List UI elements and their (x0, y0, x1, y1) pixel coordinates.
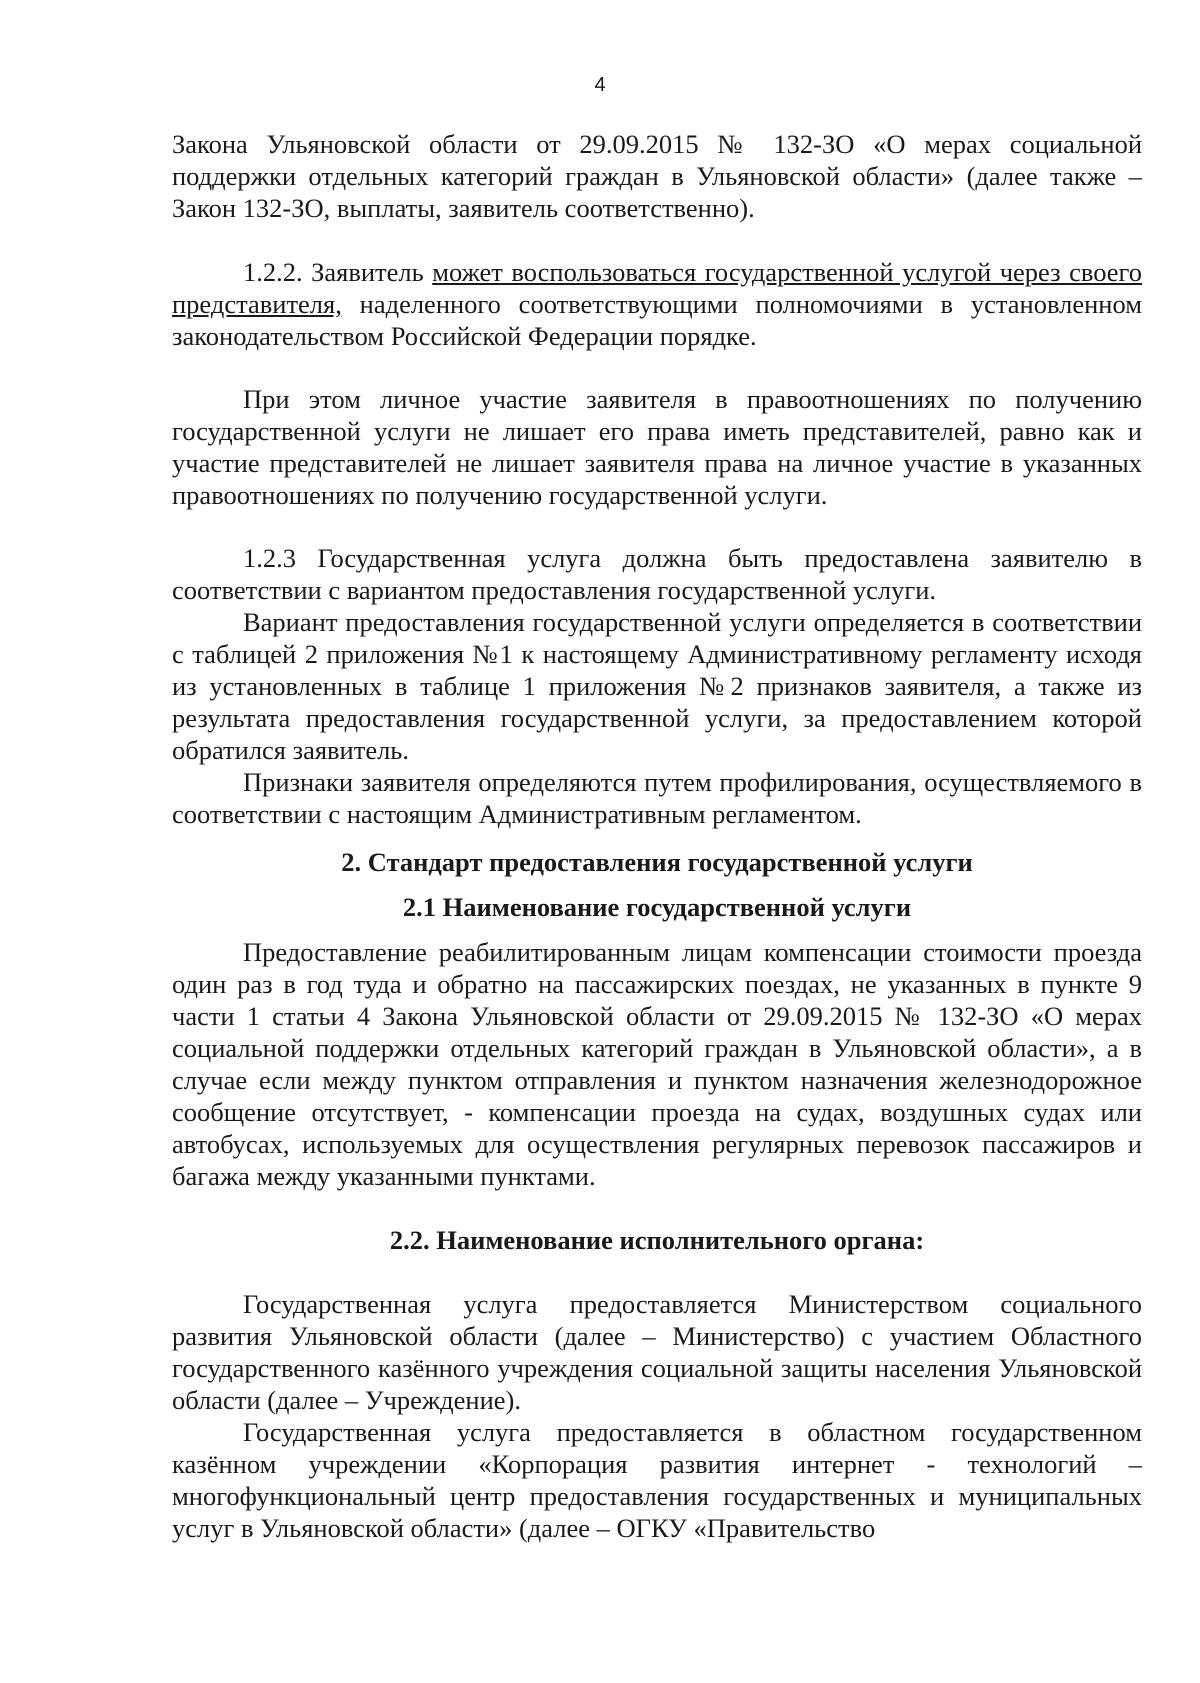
page-number: 4 (594, 74, 606, 96)
document-body (172, 128, 1142, 1544)
paragraph-service-name: Предоставление реабилитированным лицам компенсации стоимости проезда один раз в год туда и обратно на пассажирских поездах, не указанных в пункте 9 части 1 статьи 4 Закона Ульяновской области от 29.09.2015 № 132-ЗО «О мерах социальной поддержки отдельных категорий граждан в Ульяновской области», а в случае если между пунктом отправления и пунктом назначения железнодорожное сообщение отсутствует, - компенсации проезда на судах, воздушных судах или автобусах, используемых для осуществления регулярных перевозок пассажиров и багажа между указанными пунктами. (172, 937, 1142, 1191)
underlined-text: может воспользоваться государственной услугой через своего представителя, (172, 257, 1143, 319)
paragraph-1-2-2 (172, 256, 1142, 352)
paragraph-mfc: Государственная услуга предоставляется в областном государственном казённом учреждении «Корпорация развития интернет - технологий – многофункциональный центр предоставления государственных и муниципальных услуг в Ульяновской области» (далее – ОГКУ «Правительство (172, 1417, 1142, 1543)
paragraph-applicant-features: Признаки заявителя определяются путем профилирования, осуществляемого в соответствии с настоящим Административным регламентом. (172, 767, 1142, 829)
subsection-heading-2-2: 2.2. Наименование исполнительного органа: (389, 1225, 925, 1255)
paragraph-service-variant: Вариант предоставления государственной услуги определяется в соответствии с таблицей 2 приложения №1 к настоящему Административному регламенту исходя из установленных в таблице 1 приложения №2 признаков заявителя, а также из результата предоставления государственной услуги, за предоставлением которой обратился заявитель. (172, 607, 1142, 765)
clause-number-text: 1.2.2. Заявитель (243, 257, 433, 287)
paragraph-executive-body: Государственная услуга предоставляется Министерством социального развития Ульяновской области (далее – Министерство) с участием Областного государственного казённого учреждения социальной защиты населения Ульяновской области (далее – Учреждение). (172, 1289, 1142, 1415)
clause-tail-text: наделенного соответствующими полномочиями в установленном законодательством Российской Федерации порядке. (172, 289, 1142, 351)
paragraph-1-2-3: 1.2.3 Государственная услуга должна быть предоставлена заявителю в соответствии с вариантом предоставления государственной услуги. (172, 543, 1142, 605)
section-heading-2: 2. Стандарт предоставления государственной услуги (341, 847, 973, 877)
subsection-heading-2-1: 2.1 Наименование государственной услуги (402, 892, 912, 922)
paragraph-personal-participation: При этом личное участие заявителя в правоотношениях по получению государственной услуги не лишает его права иметь представителей, равно как и участие представителей не лишает заявителя права на личное участие в указанных правоотношениях по получению государственной услуги. (172, 384, 1142, 510)
paragraph-law-reference: Закона Ульяновской области от 29.09.2015 № 132-ЗО «О мерах социальной поддержки отдельных категорий граждан в Ульяновской области» (далее также – Закон 132-ЗО, выплаты, заявитель соответственно). (172, 129, 1142, 223)
